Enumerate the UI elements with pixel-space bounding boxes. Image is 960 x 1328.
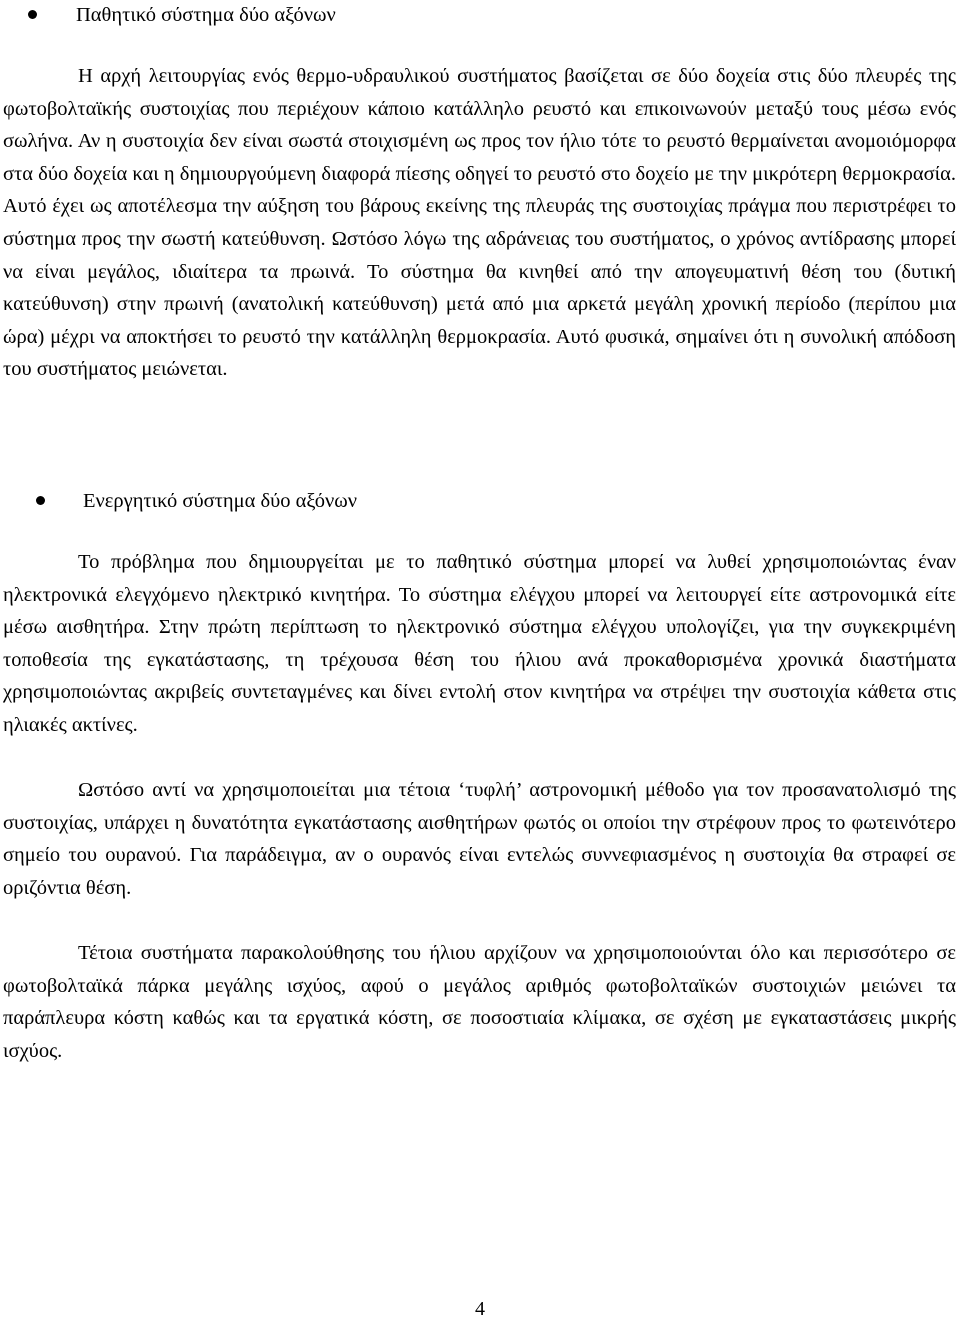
paragraph-active-system-3: Τέτοια συστήματα παρακολούθησης του ήλιου αρχίζουν να χρησιμοποιούνται όλο και περισσότερο σε φωτοβολταϊκά πάρκα μεγάλης ισχύος, αφού ο μεγάλος αριθμός φωτοβολταϊκών συστοιχιών μειώνει τα παράπλευρα κόστη καθώς και τα εργατικά κόστη, σε ποσοστιαία κλίμακα, σε σχέση με εγκαταστάσεις μικρής ισχύος. <box>3 942 956 1062</box>
bullet-icon <box>36 496 45 505</box>
paragraph-active-system-2: Ωστόσο αντί να χρησιμοποιείται μια τέτοια ‘τυφλή’ αστρονομική μέθοδο για τον προσανατολισμό της συστοιχίας, υπάρχει η δυνατότητα εγκατάστασης αισθητήρων φωτός οι οποίοι την στρέφουν προς το φωτεινότερο σημείο του ουρανού. Για παράδειγμα, αν ο ουρανός είναι εντελώς συννεφιασμένος η συστοιχία θα στραφεί σε οριζόντια θέση. <box>3 779 956 899</box>
page-number: 4 <box>475 1298 485 1320</box>
paragraph-passive-system: Η αρχή λειτουργίας ενός θερμο-υδραυλικού συστήματος βασίζεται σε δύο δοχεία στις δύο πλευρές της φωτοβολταϊκής συστοιχίας που περιέχουν κάποιο κατάλληλο ρευστό και επικοινωνούν μεταξύ τους μέσω ενός σωλήνα. Αν η συστοιχία δεν είναι σωστά στοιχισμένη ως προς τον ήλιο τότε το ρευστό θερμαίνεται ανομοιόμορφα στα δύο δοχεία και η δημιουργούμενη διαφορά πίεσης οδηγεί το ρευστό στο δοχείο με την μικρότερη θερμοκρασία. Αυτό έχει ως αποτέλεσμα την αύξηση του βάρους εκείνης της πλευράς της συστοιχίας πράγμα που περιστρέφει το σύστημα προς την σωστή κατεύθυνση. Ωστόσο λόγω της αδράνειας του συστήματος, ο χρόνος αντίδρασης μπορεί να είναι μεγάλος, ιδιαίτερα τα πρωινά. Το σύστημα θα κινηθεί από την απογευματινή θέση του (δυτική κατεύθυνση) στην πρωινή (ανατολική κατεύθυνση) μετά από μια αρκετά μεγάλη χρονική περίοδο (περίπου μια ώρα) μέχρι να αποκτήσει το ρευστό την κατάλληλη θερμοκρασία. Αυτό φυσικά, σημαίνει ότι η συνολική απόδοση του συστήματος μειώνεται. <box>3 65 956 381</box>
paragraph-active-system-1: Το πρόβλημα που δημιουργείται με το παθητικό σύστημα μπορεί να λυθεί χρησιμοποιώντας έναν ηλεκτρονικά ελεγχόμενο ηλεκτρικό κινητήρα. Το σύστημα ελέγχου μπορεί να λειτουργεί είτε αστρονομικά είτε μέσω αισθητήρα. Στην πρώτη περίπτωση το ηλεκτρονικό σύστημα ελέγχου υπολογίζει, για την συγκεκριμένη τοποθεσία της εγκατάστασης, τη τρέχουσα θέση του ήλιου ανά προκαθορισμένα χρονικά διαστήματα χρησιμοποιώντας ακριβείς συντεταγμένες και δίνει εντολή στον κινητήρα να στρέψει την συστοιχία κάθετα στις ηλιακές ακτίνες. <box>3 551 956 736</box>
bullet-icon <box>28 10 37 19</box>
heading-text: Παθητικό σύστημα δύο αξόνων <box>76 4 336 26</box>
heading-text: Ενεργητικό σύστημα δύο αξόνων <box>83 490 358 512</box>
